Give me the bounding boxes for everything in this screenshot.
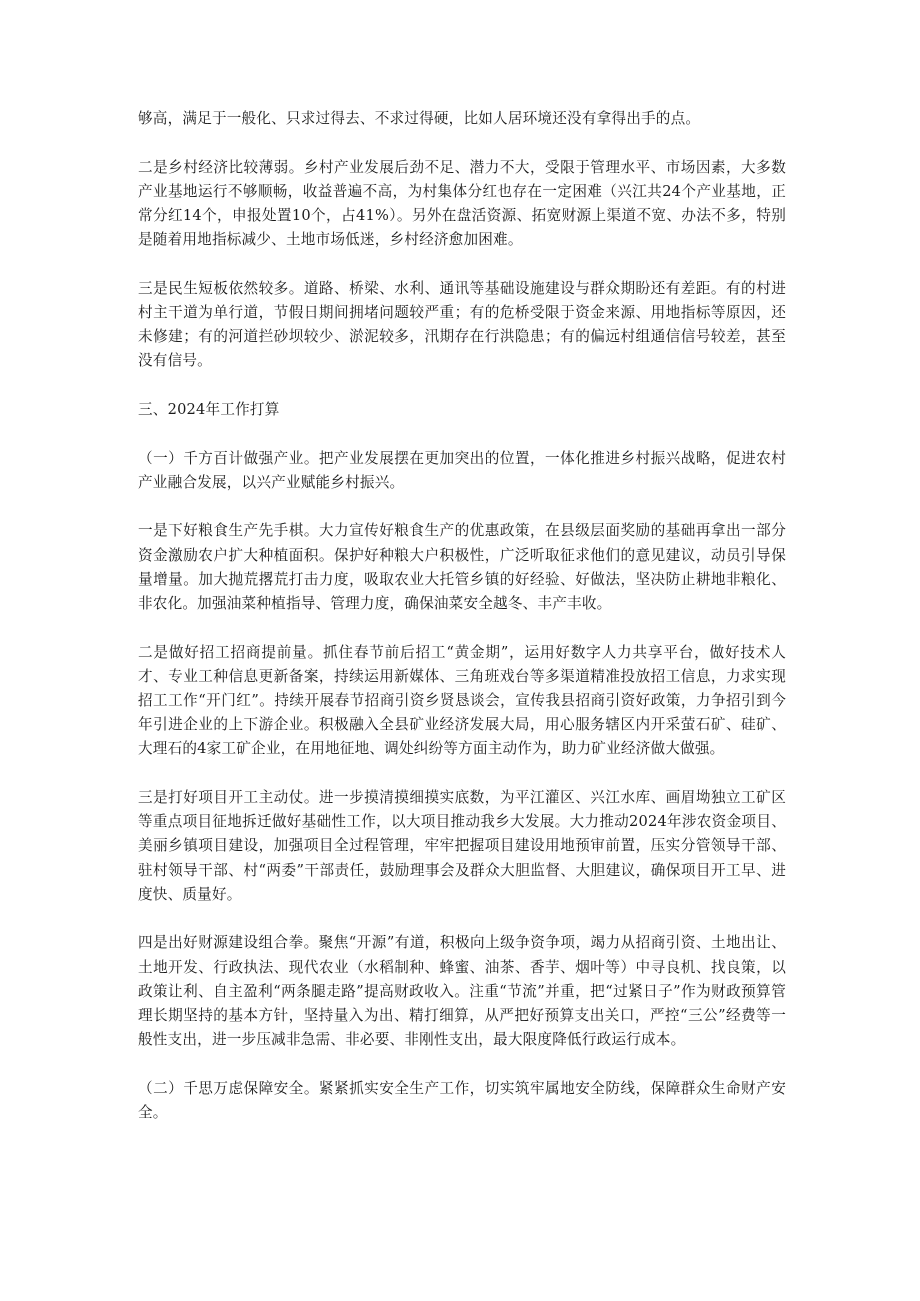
paragraph-industry: （一）千方百计做强产业。把产业发展摆在更加突出的位置，一体化推进乡村振兴战略，促进农村产业融合发展，以兴产业赋能乡村振兴。 <box>138 449 786 491</box>
paragraph-fiscal-revenue: 四是出好财源建设组合拳。聚焦“开源”有道，积极向上级争资争项，竭力从招商引资、土地出让、土地开发、行政执法、现代农业（水稻制种、蜂蜜、油茶、香芋、烟叶等）中寻良机、找良策，以政策让利、自主盈利“两条腿走路”提高财政收入。注重“节流”并重，把“过紧日子”作为财政预算管理长期坚持的基本方针，坚持量入为出、精打细算，从严把好预算支出关口，严控“三公”经费等一般性支出，进一步压减非急需、非必要、非刚性支出，最大限度降低行政运行成本。 <box>138 934 786 1049</box>
paragraph-safety: （二）千思万虑保障安全。紧紧抓实安全生产工作，切实筑牢属地安全防线，保障群众生命财产安全。 <box>138 1079 786 1122</box>
paragraph-recruitment-investment: 二是做好招工招商提前量。抓住春节前后招工“黄金期”，运用好数字人力共享平台，做好技术人才、专业工种信息更新备案，持续运用新媒体、三角班戏台等多渠道精准投放招工信息，力求实现招工工作“开门红”。持续开展春节招商引资乡贤恳谈会，宣传我县招商引资好政策，力争招引到今年引进企业的上下游企业。积极融入全县矿业经济发展大局，用心服务辖区内开采萤石矿、硅矿、大理石的4家工矿企业，在用地征地、调处纠纷等方面主动作为，助力矿业经济做大做强。 <box>138 643 786 758</box>
section-heading-2024-plan: 三、2024年工作打算 <box>138 401 280 418</box>
paragraph-project-construction: 三是打好项目开工主动仗。进一步摸清摸细摸实底数，为平江灌区、兴江水库、画眉坳独立工矿区等重点项目征地拆迁做好基础性工作，以大项目推动我乡大发展。大力推动2024年涉农资金项目、美丽乡镇项目建设，加强项目全过程管理，牢牢把握项目建设用地预审前置，压实分管领导干部、驻村领导干部、村“两委”干部责任，鼓励理事会及群众大胆监督、大胆建议，确保项目开工早、进度快、质量好。 <box>138 789 786 903</box>
paragraph-continuation: 够高，满足于一般化、只求过得去、不求过得硬，比如人居环境还没有拿得出手的点。 <box>138 110 701 127</box>
paragraph-grain-production: 一是下好粮食生产先手棋。大力宣传好粮食生产的优惠政策，在县级层面奖励的基础再拿出一部分资金激励农户扩大种植面积。保护好种粮大户积极性，广泛听取征求他们的意见建议，动员引导保量增量。加大抛荒撂荒打击力度，吸取农业大托管乡镇的好经验、好做法，坚决防止耕地非粮化、非农化。加强油菜种植指导、管理力度，确保油菜安全越冬、丰产丰收。 <box>138 522 786 612</box>
document-body <box>138 107 786 1150</box>
paragraph-rural-economy: 二是乡村经济比较薄弱。乡村产业发展后劲不足、潜力不大，受限于管理水平、市场因素，大多数产业基地运行不够顺畅，收益普遍不高，为村集体分红也存在一定困难（兴江共24个产业基地，正常分红14个，申报处置10个，占41%）。另外在盘活资源、拓宽财源上渠道不宽、办法不多，特别是随着用地指标减少、土地市场低迷，乡村经济愈加困难。 <box>138 158 786 249</box>
paragraph-livelihood-shortfalls: 三是民生短板依然较多。道路、桥梁、水利、通讯等基础设施建设与群众期盼还有差距。有的村进村主干道为单行道，节假日期间拥堵问题较严重；有的危桥受限于资金来源、用地指标等原因，还未修建；有的河道拦砂坝较少、淤泥较多，汛期存在行洪隐患；有的偏远村组通信信号较差，甚至没有信号。 <box>138 279 786 370</box>
